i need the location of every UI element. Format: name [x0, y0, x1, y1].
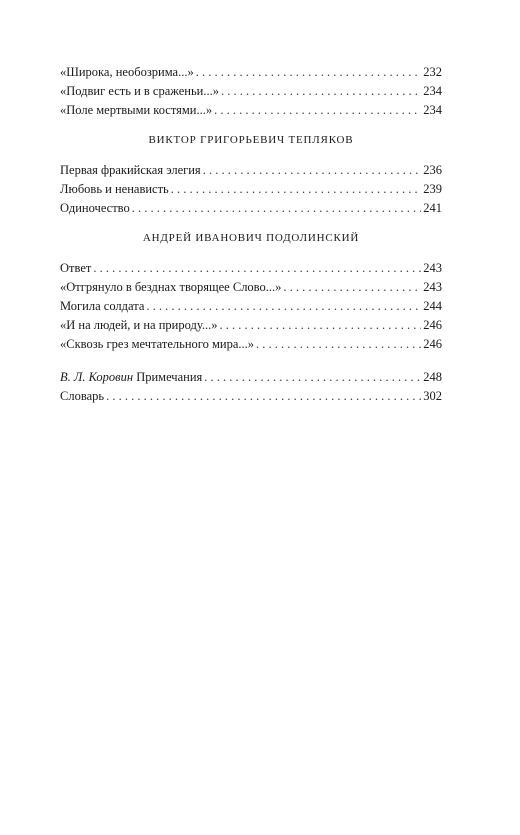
dot-leader	[146, 297, 421, 316]
spacer	[60, 120, 442, 131]
dot-leader	[204, 368, 421, 387]
toc-entry[interactable]	[60, 316, 442, 335]
entry-page-number: 234	[423, 84, 442, 98]
section-heading-podolinsky: АНДРЕЙ ИВАНОВИЧ ПОДОЛИНСКИЙ	[142, 232, 360, 244]
spacer	[60, 150, 442, 161]
dot-leader	[214, 101, 421, 120]
dot-leader	[283, 278, 421, 297]
dot-leader	[132, 199, 421, 218]
entry-page-number: 243	[423, 261, 442, 275]
entry-title	[60, 368, 202, 387]
entry-title: Словарь	[60, 389, 105, 403]
notes-title: Примечания	[136, 370, 203, 384]
toc-entry[interactable]	[60, 82, 442, 101]
toc-entry[interactable]	[60, 297, 442, 316]
entry-title: «И на людей, и на природу...»	[60, 318, 218, 332]
entry-page-number: 246	[423, 318, 442, 332]
entry-title: Первая фракийская элегия	[60, 163, 201, 177]
dot-leader	[171, 180, 422, 199]
entry-page-number: 239	[423, 182, 442, 196]
table-of-contents	[60, 63, 442, 406]
spacer	[60, 354, 442, 368]
toc-entry[interactable]	[60, 180, 442, 199]
dot-leader	[256, 335, 421, 354]
dot-leader	[221, 82, 421, 101]
entry-title: «Поле мертвыми костями...»	[60, 103, 213, 117]
dot-leader	[219, 316, 421, 335]
notes-author: В. Л. Коровин	[60, 370, 134, 384]
entry-title: Ответ	[60, 261, 92, 275]
toc-entry[interactable]	[60, 278, 442, 297]
toc-block-3	[60, 259, 442, 354]
entry-page-number: 302	[423, 389, 442, 403]
entry-page-number: 248	[423, 370, 442, 384]
toc-entry-notes[interactable]	[60, 368, 442, 387]
entry-title: Одиночество	[60, 201, 130, 215]
toc-entry[interactable]	[60, 199, 442, 218]
section-heading-teplyakov: ВИКТОР ГРИГОРЬЕВИЧ ТЕПЛЯКОВ	[148, 134, 354, 146]
entry-page-number: 234	[423, 103, 442, 117]
entry-title: Любовь и ненависть	[60, 182, 169, 196]
toc-entry[interactable]	[60, 63, 442, 82]
dot-leader	[196, 63, 422, 82]
entry-page-number: 246	[423, 337, 442, 351]
toc-block-1	[60, 63, 442, 120]
entry-title: Могила солдата	[60, 299, 145, 313]
toc-block-2	[60, 161, 442, 218]
toc-entry-glossary[interactable]	[60, 387, 442, 406]
entry-title: «Отгрянуло в безднах творящее Слово...»	[60, 280, 282, 294]
toc-entry[interactable]	[60, 335, 442, 354]
entry-page-number: 244	[423, 299, 442, 313]
toc-entry[interactable]	[60, 259, 442, 278]
entry-page-number: 241	[423, 201, 442, 215]
dot-leader	[203, 161, 422, 180]
spacer	[60, 218, 442, 229]
toc-entry[interactable]	[60, 101, 442, 120]
entry-title: «Широка, необозрима...»	[60, 65, 194, 79]
dot-leader	[106, 387, 421, 406]
entry-page-number: 243	[423, 280, 442, 294]
entry-title: «Сквозь грез мечтательного мира...»	[60, 337, 255, 351]
entry-title: «Подвиг есть и в сраженьи...»	[60, 84, 219, 98]
dot-leader	[93, 259, 421, 278]
entry-page-number: 232	[423, 65, 442, 79]
toc-back-matter	[60, 368, 442, 406]
entry-page-number: 236	[423, 163, 442, 177]
spacer	[60, 248, 442, 259]
toc-entry[interactable]	[60, 161, 442, 180]
